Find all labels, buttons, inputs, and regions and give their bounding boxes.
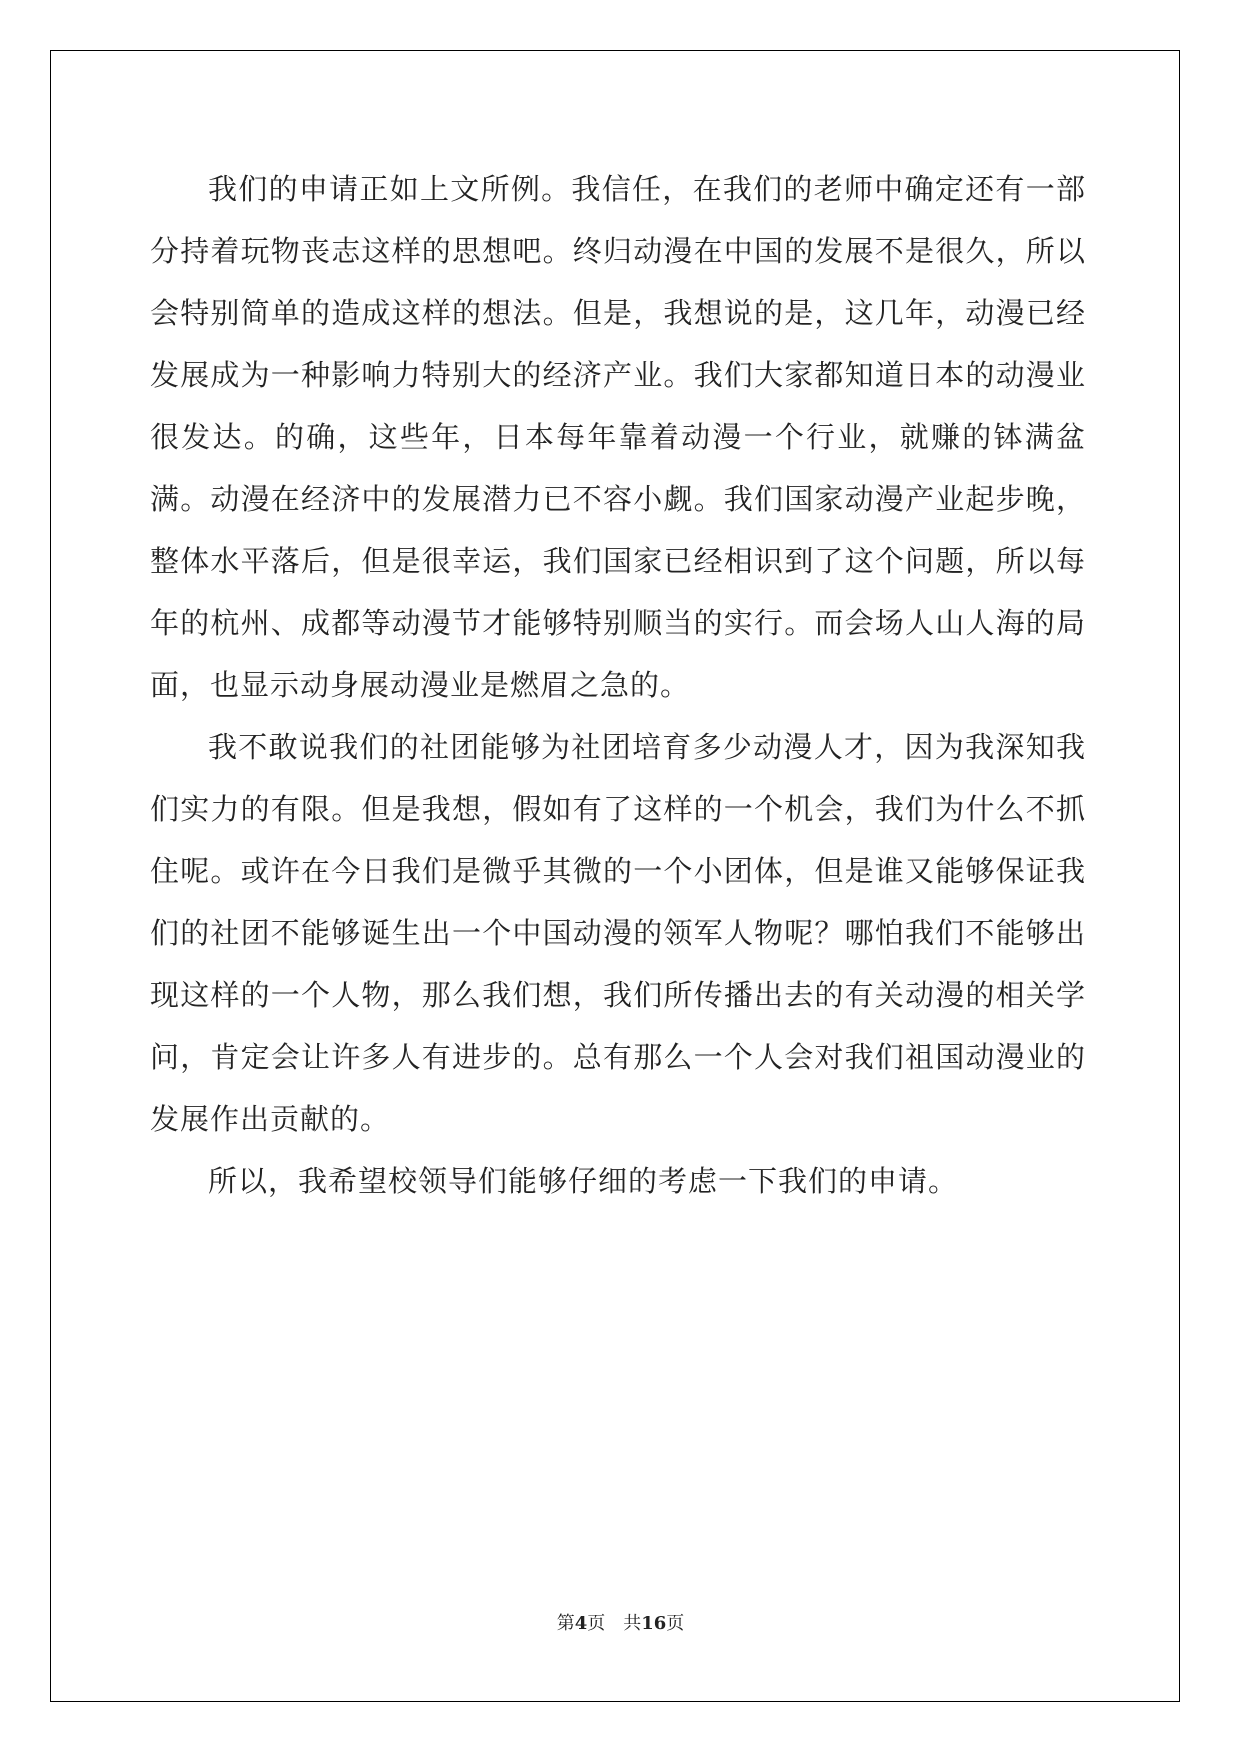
paragraph-1: 我们的申请正如上文所例。我信任，在我们的老师中确定还有一部分持着玩物丧志这样的思想吧。终归动漫在中国的发展不是很久，所以会特别简单的造成这样的想法。但是，我想说的是，这几年，动漫已经发展成为一种影响力特别大的经济产业。我们大家都知道日本的动漫业很发达。的确，这些年，日本每年靠着动漫一个行业，就赚的钵满盆满。动漫在经济中的发展潜力已不容小觑。我们国家动漫产业起步晚，整体水平落后，但是很幸运，我们国家已经相识到了这个问题，所以每年的杭州、成都等动漫节才能够特别顺当的实行。而会场人山人海的局面，也显示动身展动漫业是燃眉之急的。 (150, 172, 1086, 702)
page-suffix: 页 (666, 1613, 685, 1634)
document-body (150, 158, 1086, 1212)
page-number-footer (0, 1609, 1241, 1635)
paragraph-3: 所以，我希望校领导们能够仔细的考虑一下我们的申请。 (208, 1164, 959, 1198)
total-page-number: 16 (641, 1613, 667, 1634)
current-page-number: 4 (574, 1613, 588, 1634)
page-prefix: 第 (556, 1613, 575, 1634)
page-mid: 页 共 (587, 1613, 642, 1634)
paragraph-2: 我不敢说我们的社团能够为社团培育多少动漫人才，因为我深知我们实力的有限。但是我想，假如有了这样的一个机会，我们为什么不抓住呢。或许在今日我们是微乎其微的一个小团体，但是谁又能够保证我们的社团不能够诞生出一个中国动漫的领军人物呢？哪怕我们不能够出现这样的一个人物，那么我们想，我们所传播出去的有关动漫的相关学问，肯定会让许多人有进步的。总有那么一个人会对我们祖国动漫业的发展作出贡献的。 (150, 730, 1086, 1136)
